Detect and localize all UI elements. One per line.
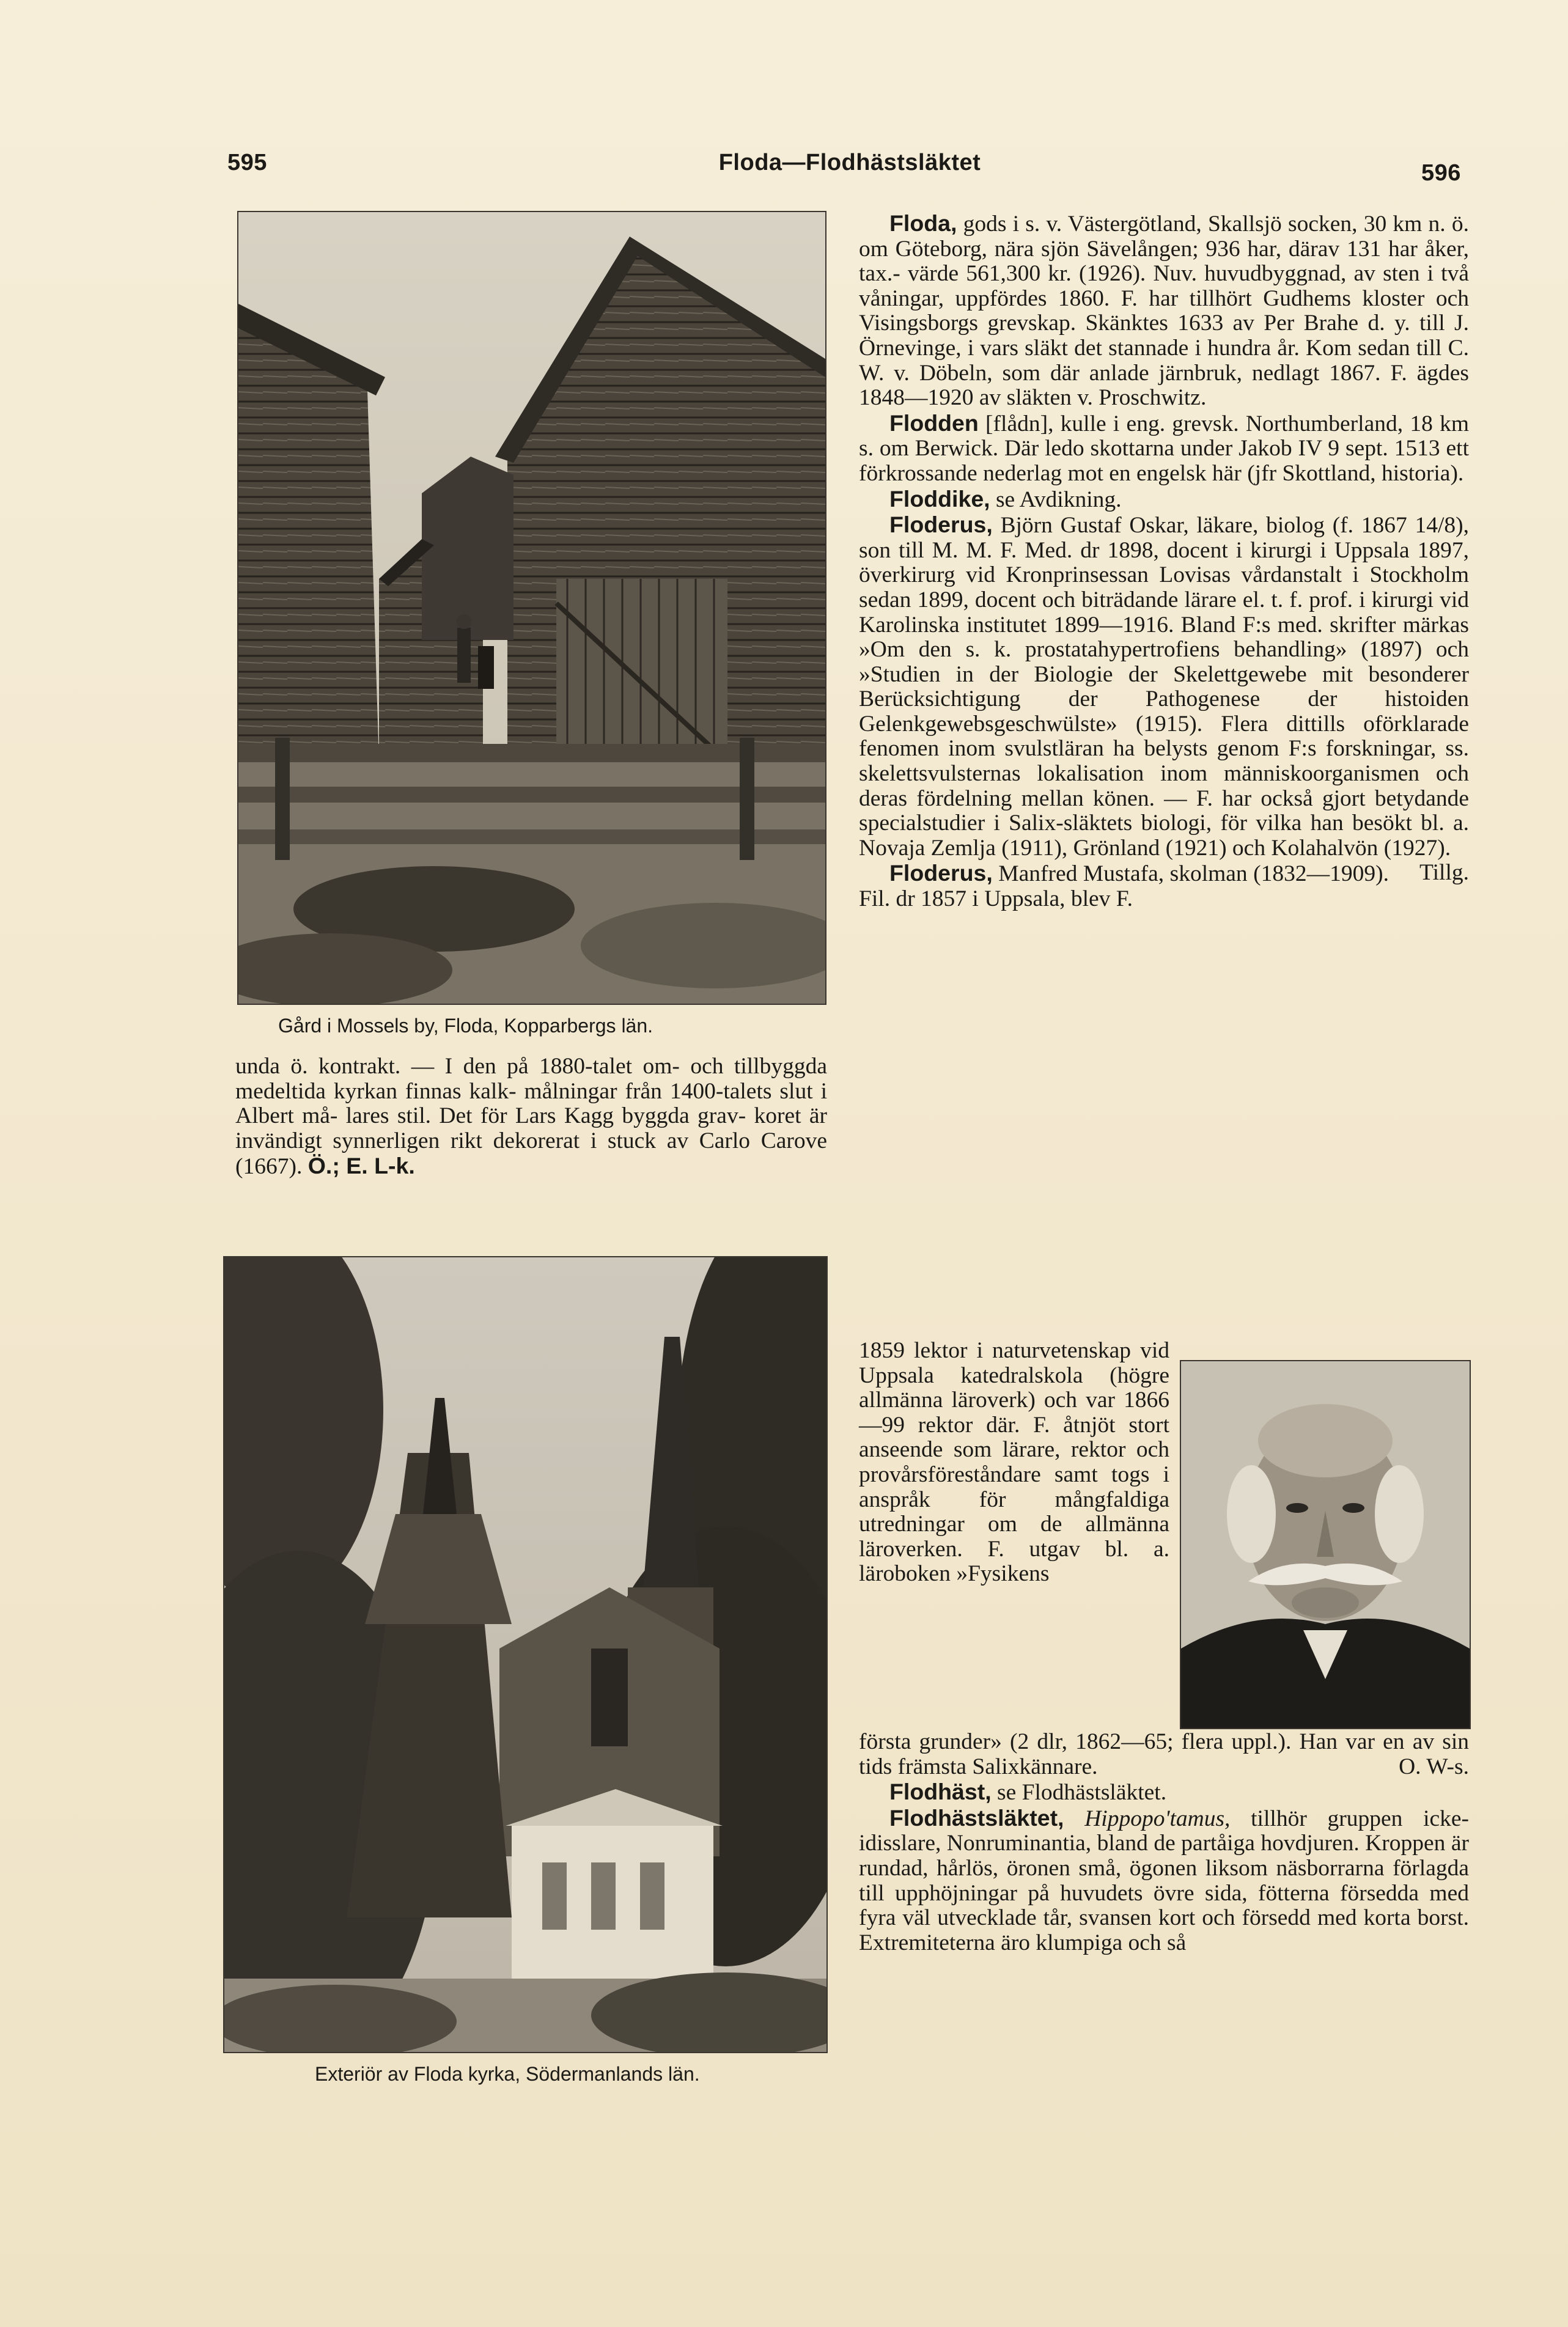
entry-signature: Tillg. [1419,860,1469,886]
photo-portrait-man [1180,1360,1471,1729]
left-column-text [235,1054,827,1180]
page-number-right: 596 [1421,160,1461,186]
photo-church [223,1256,828,2053]
entry-headword: Floderus, [889,860,993,886]
entry-signature: O. W-s. [1399,1754,1469,1779]
entry-body: [flådn], kulle i eng. grevsk. Northumberland, 18 km s. om Berwick. Där ledo skottarna under Jakob IV 9 sept. 1513 ett förkrossande nederlag mot en engelsk här (jfr Skottland, historia). [859,411,1469,486]
entry-body: se Flodhästsläktet. [997,1780,1167,1806]
photo-farm-buildings [237,211,826,1005]
running-head: Floda—Flodhästsläktet [718,150,981,175]
entry-body: tillhör gruppen icke-idisslare, Nonruminantia, bland de partåiga hovdjuren. Kroppen är rundad, hårlös, öronen små, ögonen liksom näsborrarna förlagda till upphöjningar på huvudets övre sida, fötterna försedda med fyra väl utvecklade tår, svansen kort och försedd med korta borst. Extremiteterna äro klumpiga och så [859,1806,1470,1955]
entry-body: Björn Gustaf Oskar, läkare, biolog (f. 1867 14/8), son till M. M. F. Med. dr 1898, docent i kirurgi i Uppsala 1897, överkirurg vid Kronprinsessan Lovisas vårdanstalt i Stockholm sedan 1899, docent och biträdande lärare el. t. f. prof. i kirurgi vid Karolinska institutet 1899—1916. Bland F:s med. skrifter märkas »Om den s. k. prostatahypertrofiens behandling» (1897) och »Studien in der Biologie der Skelettgewebe mit besonderer Berücksichtigung der Pathogenese der histoiden Gelenkgewebsgeschwülste» (1915). Flera dittills oförklarade fenomen inom svulstläran ha belysts genom F:s forskningar, ss. skelettsvulsternas lokalisation inom människoorganismen och deras fördelning mellan könen. — F. har också gjort betydande specialstudier i Salix-släktets biologi, för vilka han besökt bl. a. Novaja Zemlja (1911), Grönland (1921) och Kolahalvön (1927). [859,513,1469,861]
entry-body: Manfred Mustafa, skolman (1832—1909). Fil. dr 1857 i Uppsala, blev F. [859,861,1389,912]
portrait-illustration [1181,1361,1470,1728]
entry-body: första grunder» (2 dlr, 1862—65; flera uppl.). Han var en av sin tids främsta Salixkännare. [859,1729,1469,1779]
church-photo-illustration [224,1257,826,2052]
entry-floddike [859,487,1469,513]
entry-headword: Flodhäst, [889,1779,992,1805]
farm-photo-illustration [238,212,825,1004]
right-column-text [859,211,1469,912]
entry-flodhast [859,1779,1469,1806]
left-column-paragraph: unda ö. kontrakt. — I den på 1880-talet om- och tillbyggda medeltida kyrkan finnas kalk- målningar från 1400-talets slut i Albert må- lares stil. Det för Lars Kagg byggda grav- koret är invändigt synnerligen rikt dekorerat i stuck av Carlo Carove (1667). [235,1054,827,1180]
portrait-wrap-text [859,1339,1169,1587]
entry-floderus-manfred-continued [859,1730,1469,1779]
entry-body: gods i s. v. Västergötland, Skallsjö socken, 30 km n. ö. om Göteborg, nära sjön Sävelången; 936 har, därav 131 har åker, tax.- värde 561,300 kr. (1926). Nuv. huvudbyggnad, av sten i två våningar, uppfördes 1860. F. har tillhört Gudhems kloster och Visingsborgs grevskap. Skänktes 1633 av Per Brahe d. y. till J. Örnevinge, i vars släkt det stannade i hundra år. Kom sedan till C. W. v. Döbeln, som där anlade järnbruk, nedlagt 1867. F. ägdes 1848—1920 av släkten v. Proschwitz. [859,211,1470,411]
right-column-text-continued [859,1730,1469,1955]
entry-floderus-bjorn [859,512,1469,886]
entry-headword: Flodden [889,410,979,436]
entry-headword: Floda, [889,210,957,236]
left-column-signature: Ö.; E. L-k. [307,1153,415,1179]
entry-flodhastslaktet [859,1806,1469,1956]
page-number-left: 595 [227,150,267,175]
entry-headword: Floderus, [889,512,993,538]
entry-body: se Avdikning. [995,487,1122,512]
entry-floda [859,211,1469,411]
entry-flodden [859,411,1469,487]
figure-caption-farm: Gård i Mossels by, Floda, Kopparbergs län. [278,1015,653,1037]
entry-body-wrap: 1859 lektor i naturvetenskap vid Uppsala katedralskola (högre allmänna läroverk) och var 1866—99 rektor där. F. åtnjöt stort anseende som lärare, rektor och provårsföreståndare samt togs i anspråk för mångfaldiga utredningar om de allmänna läroverken. F. utgav bl. a. läroboken »Fysikens [859,1338,1169,1587]
entry-floderus-manfred [859,861,1469,911]
entry-latin-name: Hippopo'tamus, [1084,1806,1231,1831]
entry-headword: Flodhästsläktet, [889,1804,1064,1831]
entry-headword: Floddike, [889,485,990,512]
figure-caption-church: Exteriör av Floda kyrka, Södermanlands län. [315,2063,700,2085]
